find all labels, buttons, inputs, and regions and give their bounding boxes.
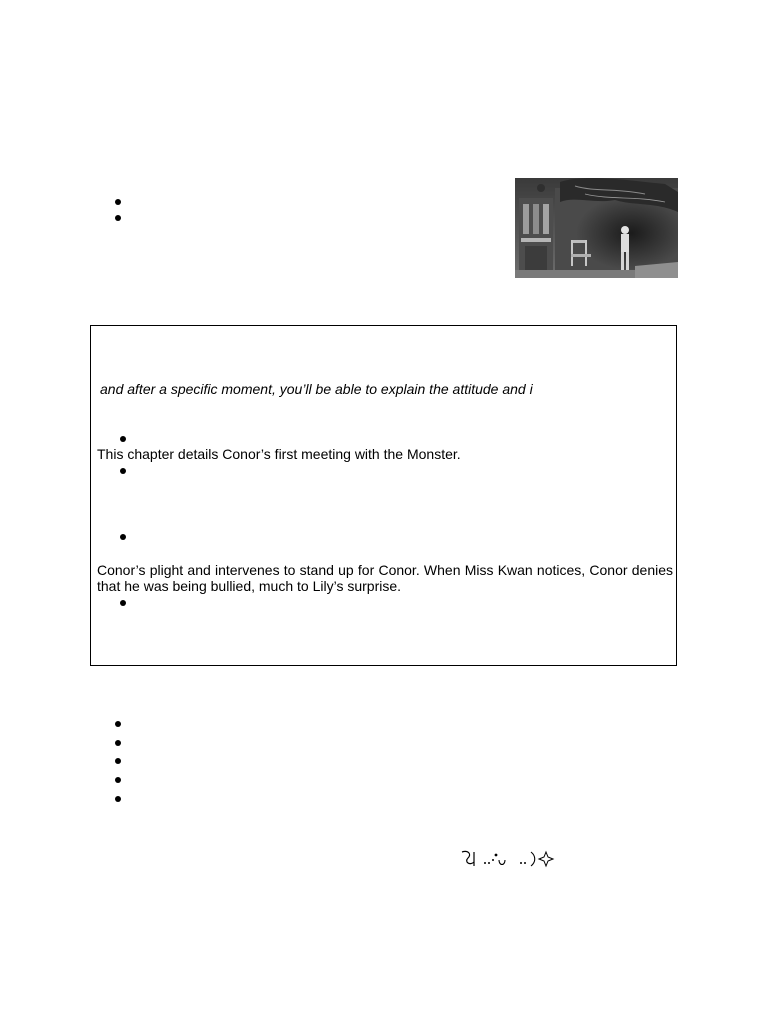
summary-point-3: Conor’s plight and intervenes to stand up for Conor. When Miss Kwan notices, Conor denies that he was being bullied, much to Lily’s surprise. — [97, 562, 673, 594]
list-bullet-5 — [115, 796, 121, 802]
monster-scene-image — [515, 178, 678, 278]
chapter-summary-box — [90, 325, 677, 666]
glyph-string-drawing — [458, 848, 558, 870]
summary-intro-fragment: and after a specific moment, you’ll be able to explain the attitude and i — [100, 381, 533, 397]
monster-scene-drawing — [515, 178, 678, 278]
list-bullet-4 — [115, 777, 121, 783]
summary-bullet-1 — [120, 436, 126, 442]
list-bullet-3 — [115, 758, 121, 764]
top-bullet-1 — [115, 199, 121, 205]
list-bullet-2 — [115, 740, 121, 746]
summary-point-1: This chapter details Conor’s first meeting with the Monster. — [97, 446, 461, 462]
list-bullet-1 — [115, 721, 121, 727]
decorative-glyphs — [458, 848, 558, 870]
top-bullet-2 — [115, 215, 121, 221]
summary-bullet-4 — [120, 600, 126, 606]
summary-bullet-3 — [120, 534, 126, 540]
summary-bullet-2 — [120, 468, 126, 474]
